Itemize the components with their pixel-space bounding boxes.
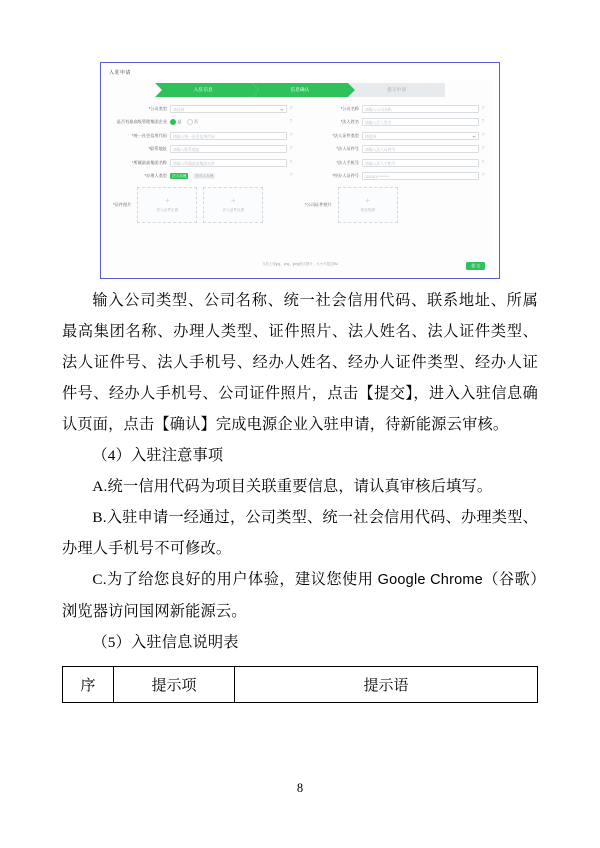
legal-phone-input[interactable]: 请输入法人手机号 <box>362 159 479 167</box>
item-c-text-1: C.为了给您良好的用户体验，建议您使用 <box>92 571 378 588</box>
item-c-text-2: （谷歌）浏览器访问国网新能源云。 <box>62 571 538 620</box>
plus-icon: + <box>231 196 236 205</box>
radio-yes[interactable] <box>170 119 182 125</box>
field-sms-code <box>305 172 487 181</box>
form-column-left <box>113 104 295 185</box>
paragraph-1: 输入公司类型、公司名称、统一社会信用代码、联系地址、所属最高集团名称、办理人类型、证件照片、法人姓名、法人证件类型、法人证件号、法人手机号、经办人姓名、经办人证件类型、经办人证件号、经办人手机号、公司证件照片，点击【提交】，进入入驻信息确认页面，点击【确认】完成电源企业入驻申请，待新能源云审核。 <box>62 292 538 433</box>
field-legal-id-number <box>305 145 487 154</box>
field-sms-code-label: *经办人证件号 <box>332 173 359 178</box>
upload-box-id-back-label: 法人证件反面 <box>222 208 245 212</box>
item-c <box>62 564 538 627</box>
help-icon[interactable]: ? <box>289 146 293 152</box>
help-icon[interactable]: ? <box>289 105 293 112</box>
page-number: 8 <box>296 781 304 795</box>
plus-icon: + <box>365 196 371 205</box>
field-legal-id-type-label: *法人证件类型 <box>332 132 359 138</box>
step-2[interactable] <box>252 83 349 97</box>
company-type-select[interactable]: 请选择 <box>170 105 287 113</box>
plus-icon: + <box>165 196 170 205</box>
submit-button[interactable]: 提 交 <box>466 262 485 270</box>
has-group-radio-group[interactable] <box>170 119 287 125</box>
help-icon[interactable]: ? <box>289 159 293 166</box>
table-header-message: 提示语 <box>235 667 538 703</box>
contact-address-input[interactable]: 请输入联系地址 <box>170 145 287 153</box>
upload-box-license[interactable] <box>338 187 398 223</box>
field-has-group <box>113 118 295 127</box>
legal-id-type-select[interactable]: 请选择 <box>362 132 479 140</box>
figure-body <box>107 79 493 274</box>
field-company-name <box>305 104 487 113</box>
upload-box-id-front[interactable] <box>137 187 197 223</box>
item-c-browser-name: Google Chrome <box>377 572 483 588</box>
field-contact-address-label: *联系地址 <box>148 146 167 151</box>
table-header-seq: 序 <box>63 667 114 703</box>
help-icon[interactable]: ? <box>289 132 293 139</box>
help-icon[interactable]: ? <box>481 159 485 166</box>
upload-right-label: *公司证件照片 <box>305 202 332 207</box>
info-table <box>62 666 538 703</box>
form-area <box>107 104 493 185</box>
upload-column-right <box>305 187 487 223</box>
help-icon[interactable]: ? <box>481 146 485 152</box>
field-group-name <box>113 158 295 167</box>
heading-5: （5）入驻信息说明表 <box>92 634 239 651</box>
upload-footnote: 支持上传jpg、png、jpeg格式图片，大小不超过5M <box>262 262 338 266</box>
radio-yes-label: 是 <box>177 119 182 125</box>
figure-window-title: 入驻申请 <box>109 70 132 76</box>
step-1-label: 入驻信息 <box>193 87 213 92</box>
group-name-input[interactable]: 请输入所属最高集团名称 <box>170 159 287 167</box>
step-3-label: 提交申请 <box>387 87 407 92</box>
field-has-group-label: 是否有最高级管理集团企业 <box>116 119 167 124</box>
table-header-item: 提示项 <box>114 667 235 703</box>
field-company-type-label: *公司类型 <box>148 105 167 111</box>
upload-area <box>107 187 493 223</box>
field-handler-type-label: *办理人类型 <box>144 173 167 178</box>
field-credit-code <box>113 131 295 140</box>
step-1[interactable] <box>155 83 252 97</box>
field-handler-type <box>113 172 295 181</box>
step-2-label: 信息确认 <box>290 87 310 92</box>
table-header-row <box>63 667 538 703</box>
field-contact-address <box>113 145 295 154</box>
help-icon[interactable]: ? <box>481 173 485 179</box>
field-credit-code-label: *统一社会信用代码 <box>131 132 167 138</box>
field-legal-name-label: *法人姓名 <box>340 119 359 124</box>
field-legal-id-type <box>305 131 487 140</box>
field-group-name-label: *所属最高集团名称 <box>131 159 167 165</box>
help-icon[interactable]: ? <box>481 105 485 112</box>
company-name-input[interactable]: 请输入公司名称 <box>362 105 479 113</box>
field-company-name-label: *公司名称 <box>340 105 359 111</box>
stepper <box>155 83 445 97</box>
item-a: A.统一信用代码为项目关联重要信息，请认真审核后填写。 <box>92 478 493 495</box>
field-legal-phone <box>305 158 487 167</box>
credit-code-input[interactable]: 请输入统一社会信用代码 <box>170 132 287 140</box>
field-legal-name <box>305 118 487 127</box>
upload-box-id-front-label: 法人证件正面 <box>156 208 179 212</box>
radio-no-label: 否 <box>194 119 198 125</box>
legal-name-input[interactable]: 请输入法人姓名 <box>362 118 479 126</box>
help-icon[interactable]: ? <box>481 132 485 139</box>
screenshot-figure <box>100 62 500 279</box>
upload-box-id-back[interactable] <box>203 187 263 223</box>
help-icon[interactable]: ? <box>481 119 485 125</box>
legal-id-number-input[interactable]: 请输入法人证件号 <box>362 145 479 153</box>
help-icon[interactable]: ? <box>289 173 293 179</box>
heading-4: （4）入驻注意事项 <box>92 447 224 464</box>
handler-type-legal[interactable]: 法人办理 <box>172 173 187 178</box>
radio-dot-icon <box>187 119 193 125</box>
field-company-type <box>113 104 295 113</box>
radio-dot-icon <box>170 119 176 125</box>
item-b: B.入驻申请一经通过，公司类型、统一社会信用代码、办理类型、办理人手机号不可修改。 <box>62 509 538 557</box>
handler-type-group[interactable] <box>170 173 287 179</box>
sms-code-input[interactable]: 110101******** <box>362 172 479 180</box>
step-3[interactable] <box>348 83 445 97</box>
upload-left-label: *证件照片 <box>113 202 132 207</box>
field-legal-phone-label: *法人手机号 <box>336 159 359 165</box>
help-icon[interactable]: ? <box>289 119 293 125</box>
field-legal-id-number-label: *法人证件号 <box>336 146 359 151</box>
page-content <box>62 52 538 703</box>
form-column-right <box>305 104 487 185</box>
upload-column-left <box>113 187 295 223</box>
upload-box-license-label: 营业执照 <box>360 208 375 212</box>
handler-type-agent[interactable]: 经办人办理 <box>195 173 214 178</box>
radio-no[interactable] <box>187 119 199 125</box>
